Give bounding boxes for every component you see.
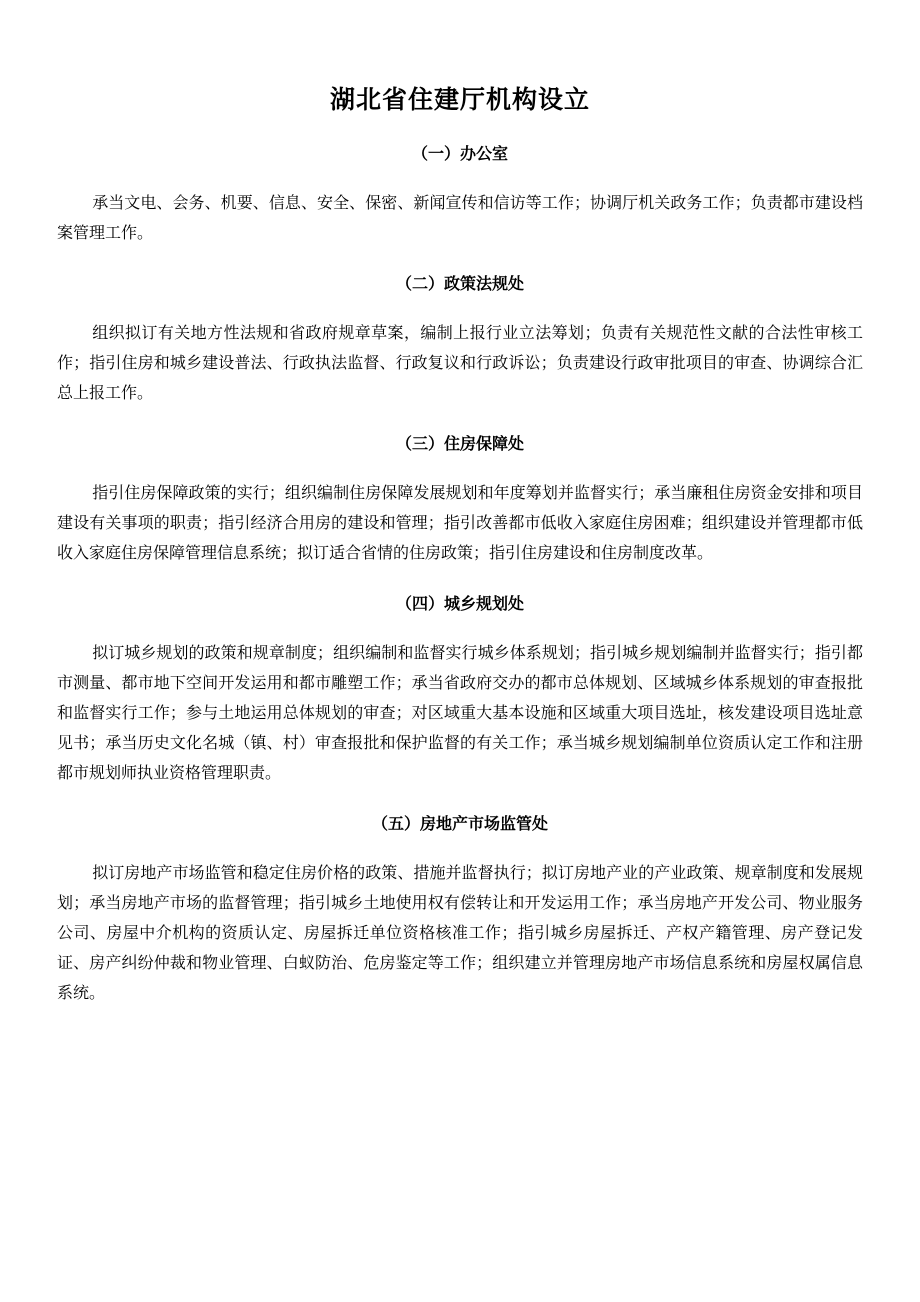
section-body: 拟订房地产市场监管和稳定住房价格的政策、措施并监督执行；拟订房地产业的产业政策、规章制度和发展规划；承当房地产市场的监督管理；指引城乡土地使用权有偿转让和开发运用工作；承当房地产开发公司、物业服务公司、房屋中介机构的资质认定、房屋拆迁单位资格核准工作；指引城乡房屋拆迁、产权产籍管理、房产登记发证、房产纠纷仲裁和物业管理、白蚁防治、危房鉴定等工作；组织建立并管理房地产市场信息系统和房屋权属信息系统。 bbox=[57, 863, 863, 1002]
section-body: 拟订城乡规划的政策和规章制度；组织编制和监督实行城乡体系规划；指引城乡规划编制并监督实行；指引都市测量、都市地下空间开发运用和都市雕塑工作；承当省政府交办的都市总体规划、区域城乡体系规划的审查报批和监督实行工作；参与土地运用总体规划的审查；对区域重大基本设施和区域重大项目选址，核发建设项目选址意见书；承当历史文化名城（镇、村）审查报批和保护监督的有关工作；承当城乡规划编制单位资质认定工作和注册都市规划师执业资格管理职责。 bbox=[57, 643, 863, 782]
section-heading: （三）住房保障处 bbox=[395, 434, 524, 453]
section-body: 指引住房保障政策的实行；组织编制住房保障发展规划和年度筹划并监督实行；承当廉租住房资金安排和项目建设有关事项的职责；指引经济合用房的建设和管理；指引改善都市低收入家庭住房困难；组织建设并管理都市低收入家庭住房保障管理信息系统；拟订适合省情的住房政策；指引住房建设和住房制度改革。 bbox=[57, 483, 863, 562]
section-body: 组织拟订有关地方性法规和省政府规章草案，编制上报行业立法筹划；负责有关规范性文献的合法性审核工作；指引住房和城乡建设普法、行政执法监督、行政复议和行政诉讼；负责建设行政审批项目的审查、协调综合汇总上报工作。 bbox=[57, 323, 863, 402]
section-heading: （一）办公室 bbox=[411, 144, 508, 163]
section-real-estate-supervision bbox=[57, 808, 863, 1008]
section-policy-regulations bbox=[57, 268, 863, 408]
section-heading: （四）城乡规划处 bbox=[395, 594, 524, 613]
section-heading: （五）房地产市场监管处 bbox=[371, 814, 548, 833]
section-heading: （二）政策法规处 bbox=[395, 274, 524, 293]
document-page bbox=[57, 78, 863, 1008]
section-office bbox=[57, 138, 863, 248]
document-title: 湖北省住建厅机构设立 bbox=[329, 85, 590, 114]
section-body: 承当文电、会务、机要、信息、安全、保密、新闻宣传和信访等工作；协调厅机关政务工作；负责都市建设档案管理工作。 bbox=[57, 193, 863, 242]
section-urban-rural-planning bbox=[57, 588, 863, 788]
section-housing-security bbox=[57, 428, 863, 568]
